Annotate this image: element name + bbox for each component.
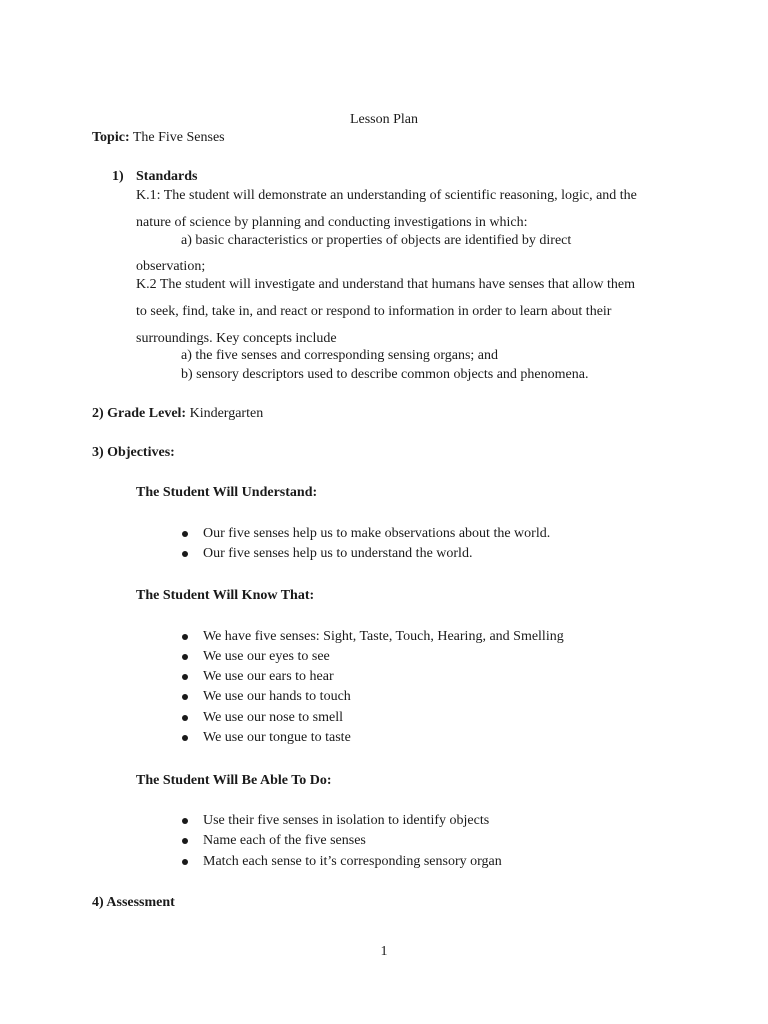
list-item-text: We use our hands to touch <box>203 689 351 704</box>
understand-heading: The Student Will Understand: <box>136 485 318 500</box>
bullet-icon <box>182 735 188 741</box>
grade-level-label: 2) Grade Level: <box>92 406 187 421</box>
bullet-icon <box>182 654 188 660</box>
objectives-heading: 3) Objectives: <box>92 445 175 460</box>
list-item-text: We use our ears to hear <box>203 669 334 684</box>
standard-k2-line: K.2 The student will investigate and understand that humans have senses that allow them <box>136 277 635 292</box>
topic-line <box>92 129 225 147</box>
standards-title: Standards <box>136 169 198 184</box>
standard-k2-sub: a) the five senses and corresponding sensing organs; and <box>181 348 498 363</box>
list-item-text: Name each of the five senses <box>203 833 366 848</box>
topic-value: The Five Senses <box>132 130 225 145</box>
list-item-text: We have five senses: Sight, Taste, Touch, Hearing, and Smelling <box>203 629 564 644</box>
know-heading: The Student Will Know That: <box>136 588 315 603</box>
standards-heading <box>112 168 197 186</box>
list-item-text: Our five senses help us to understand the world. <box>203 546 473 561</box>
assessment-heading: 4) Assessment <box>92 895 175 910</box>
list-item-text: We use our tongue to taste <box>203 730 351 745</box>
standard-k1-line: K.1: The student will demonstrate an understanding of scientific reasoning, logic, and the <box>136 188 637 203</box>
standard-k2-line: to seek, find, take in, and react or respond to information in order to learn about their <box>136 304 612 319</box>
able-heading: The Student Will Be Able To Do: <box>136 773 332 788</box>
list-item-text: Match each sense to it’s corresponding sensory organ <box>203 854 502 869</box>
bullet-icon <box>182 838 188 844</box>
standard-k2-line: surroundings. Key concepts include <box>136 331 337 346</box>
standard-k2-sub: b) sensory descriptors used to describe common objects and phenomena. <box>181 367 589 382</box>
grade-level-line <box>92 405 263 423</box>
bullet-icon <box>182 531 188 537</box>
bullet-icon <box>182 674 188 680</box>
standard-k1-tail: observation; <box>136 259 206 274</box>
standards-number: 1) <box>112 169 124 184</box>
page-number: 1 <box>380 944 388 959</box>
bullet-icon <box>182 551 188 557</box>
standard-k1-sub: a) basic characteristics or properties of objects are identified by direct <box>181 233 572 248</box>
bullet-icon <box>182 715 188 721</box>
list-item-text: Our five senses help us to make observations about the world. <box>203 526 551 541</box>
topic-label: Topic: <box>92 130 130 145</box>
bullet-icon <box>182 818 188 824</box>
document-title: Lesson Plan <box>349 112 419 127</box>
bullet-icon <box>182 694 188 700</box>
standard-k1-line: nature of science by planning and conducting investigations in which: <box>136 215 528 230</box>
list-item-text: We use our nose to smell <box>203 710 344 725</box>
list-item-text: Use their five senses in isolation to identify objects <box>203 813 490 828</box>
bullet-icon <box>182 859 188 865</box>
list-item-text: We use our eyes to see <box>203 649 330 664</box>
grade-level-value: Kindergarten <box>189 406 264 421</box>
bullet-icon <box>182 634 188 640</box>
